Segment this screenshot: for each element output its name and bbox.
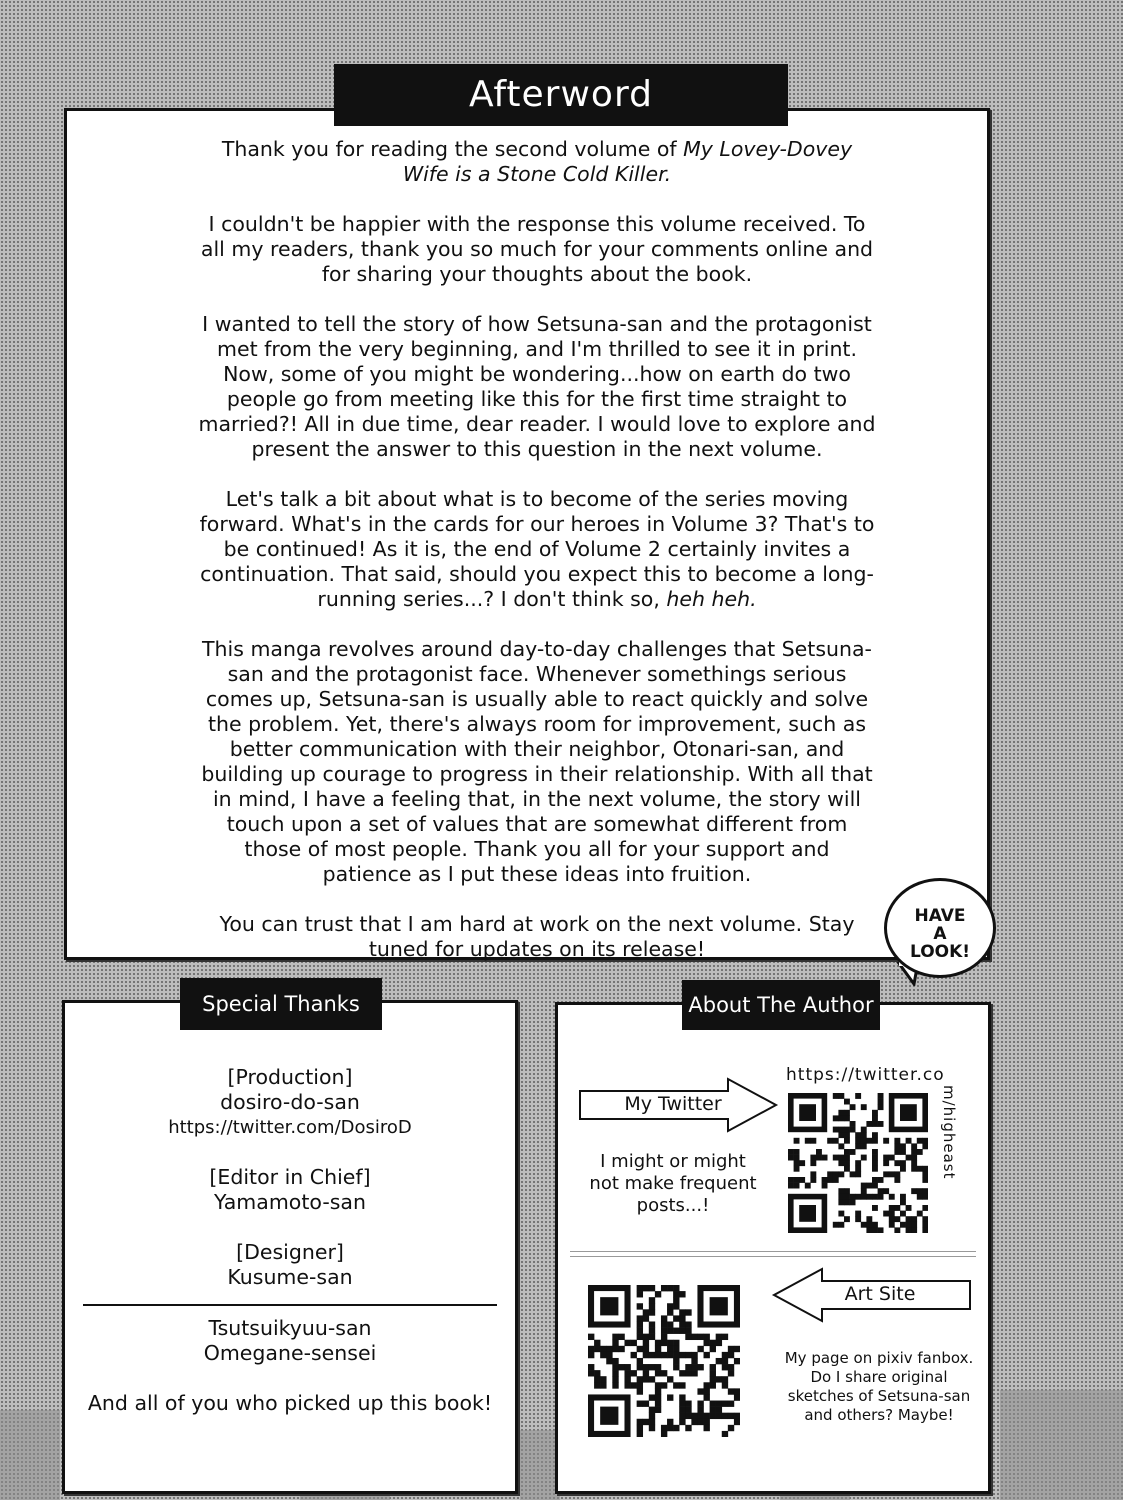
designer-label: [Designer] <box>236 1240 344 1264</box>
art-site-note: My page on pixiv fanbox. Do I share original sketches of Setsuna-san and others? Maybe! <box>784 1349 974 1424</box>
production-name: dosiro-do-san <box>220 1090 360 1114</box>
afterword-paragraph-5: This manga revolves around day-to-day challenges that Setsuna-san and the protagonist face. Whenever somethings serious comes up, Setsuna-san is usually able to react quickly and solve the problem. Yet, there's always room for improvement, such as better communication with their neighbor, Otonari-san, and building up courage to progress in their relationship. With all that in mind, I have a feeling that, in the next volume, the story will touch upon a set of values that are somewhat different from those of most people. Thank you all for your support and patience as I put these ideas into fruition. <box>201 637 873 886</box>
thanks-extra-2: Omegane-sensei <box>203 1341 377 1365</box>
editor-name: Yamamoto-san <box>214 1190 366 1214</box>
afterword-paragraph-3: I wanted to tell the story of how Setsuna-san and the protagonist met from the very beginning, and I'm thrilled to see it in print. Now, some of you might be wondering...how on earth do two people go from meeting like this for the first time straight to married?! All in due time, dear reader. I would love to explore and present the answer to this question in the next volume. <box>198 312 876 461</box>
twitter-qr-code[interactable] <box>788 1093 928 1233</box>
book-title: My Lovey-Dovey Wife is a Stone Cold Killer. <box>402 137 853 186</box>
afterword-title: Afterword <box>334 64 788 126</box>
special-thanks-panel <box>62 1000 518 1494</box>
thanks-closing: And all of you who picked up this book! <box>87 1391 493 1415</box>
designer-name: Kusume-san <box>227 1265 353 1289</box>
afterword-paragraph-2: I couldn't be happier with the response this volume received. To all my readers, thank you so much for your comments online and for sharing your thoughts about the book. <box>200 212 874 286</box>
afterword-panel <box>64 108 990 960</box>
twitter-label: My Twitter <box>624 1093 722 1115</box>
twitter-url-line-1[interactable]: https://twitter.co <box>786 1065 945 1085</box>
about-author-panel <box>555 1002 991 1494</box>
afterword-paragraph-6: You can trust that I am hard at work on the next volume. Stay tuned for updates on its release! <box>219 912 855 961</box>
afterword-body <box>197 137 877 987</box>
author-separator <box>570 1251 976 1257</box>
twitter-note: I might or might not make frequent posts...! <box>589 1151 757 1216</box>
about-author-title: About The Author <box>682 980 880 1030</box>
production-label: [Production] <box>227 1065 353 1089</box>
editor-label: [Editor in Chief] <box>209 1165 371 1189</box>
thanks-divider <box>83 1304 497 1306</box>
twitter-url-line-2[interactable]: m/higheast <box>940 1085 958 1180</box>
production-url[interactable]: https://twitter.com/DosiroD <box>168 1117 412 1138</box>
special-thanks-title: Special Thanks <box>180 978 382 1030</box>
afterword-paragraph-1: Thank you for reading the second volume of My Lovey-Dovey Wife is a Stone Cold Killer. <box>221 137 853 186</box>
afterword-paragraph-4: Let's talk a bit about what is to become of the series moving forward. What's in the cards for our heroes in Volume 3? That's to be continued! As it is, the end of Volume 2 certainly invites a continuation. That said, should you expect this to become a long-running series...? I don't think so, heh heh. <box>199 487 875 611</box>
have-a-look-bubble: HAVE A LOOK! <box>884 878 996 978</box>
art-site-qr-code[interactable] <box>588 1285 740 1437</box>
art-site-label: Art Site <box>844 1283 916 1305</box>
thanks-extra-1: Tsutsuikyuu-san <box>208 1316 372 1340</box>
